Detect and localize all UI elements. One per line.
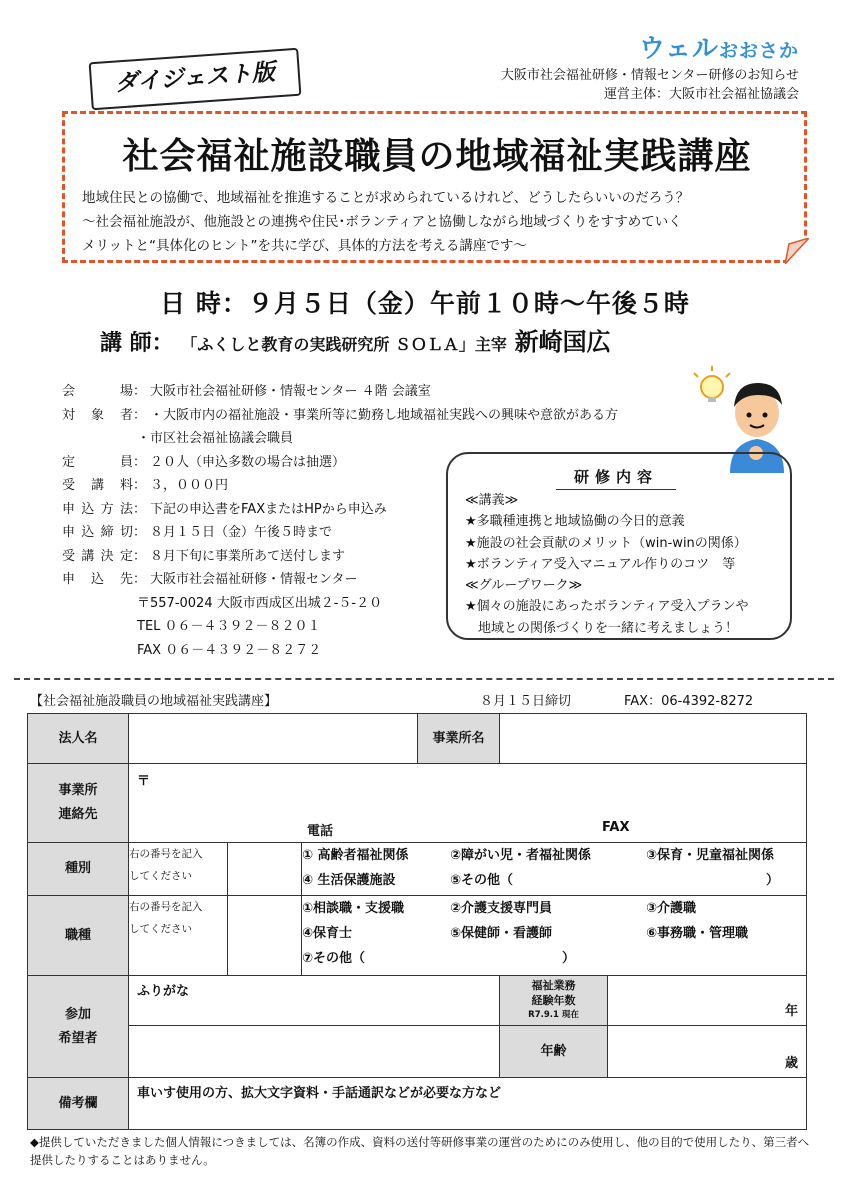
job-options: ①相談職・支援職 ②介護支援専門員 ③介護職 ④保育士 ⑤保健師・看護師 ⑥事務職・管理職 ⑦その他（ ）	[302, 896, 807, 976]
experience-label: 福祉業務 経験年数 R7.9.1 現在	[500, 976, 608, 1026]
organizer-line-2: 運営主体：大阪市社会福祉協議会	[603, 87, 799, 102]
type-label: 種別	[28, 843, 129, 896]
info-value: ３，０００円	[150, 478, 229, 493]
description-line: ～社会福祉施設が、他施設との連携や住民･ボランティアと協働しながら地域づくりをすすめていく	[82, 214, 682, 230]
curriculum-item: ★施設の社会貢献のメリット（win-winの関係）	[465, 535, 747, 551]
organizer-info	[501, 66, 799, 104]
logo-kana: ウェル	[639, 34, 719, 64]
course-description	[82, 186, 802, 258]
info-row-decision: 受講決定 ： ８月下旬に事業所あて送付します	[62, 545, 618, 569]
curriculum-item: ★多職種連携と地域協働の今日的意義	[465, 514, 685, 530]
curriculum-item: ★個々の施設にあったボランティア受入プランや	[465, 599, 749, 615]
info-row-apply: 申込先 ： 大阪市社会福祉研修・情報センター	[62, 568, 618, 592]
logo-hira: おおさか	[718, 40, 799, 62]
job-note: 右の番号を記入 してください	[129, 896, 228, 976]
description-line: メリットと“具体化のヒント”を共に学び、具体的方法を考える講座です～	[82, 238, 527, 254]
job-label: 職種	[28, 896, 129, 976]
participant-label: 参加 希望者	[28, 976, 129, 1078]
application-form	[27, 713, 807, 1130]
furigana-label: ふりがな	[137, 984, 190, 999]
contact-label: 事業所 連絡先	[28, 764, 129, 843]
organizer-line-1: 大阪市社会福祉研修・情報センター研修のお知らせ	[500, 68, 799, 83]
type-note: 右の番号を記入 してください	[129, 843, 228, 896]
description-line: 地域住民との協働で、地域福祉を推進することが求められているけれど、どうしたらいいのだろう？	[82, 190, 690, 206]
experience-field[interactable]	[608, 976, 807, 1026]
info-value: ８月下旬に事業所あて送付します	[150, 548, 346, 564]
curriculum-item: 地域との関係づくりを一緒に考えましょう！	[465, 620, 739, 636]
info-value: 大阪市社会福祉研修・情報センター	[150, 572, 358, 587]
year-unit: 年	[785, 1004, 799, 1019]
info-label: 申込方法	[62, 501, 133, 517]
office-name-field[interactable]	[500, 714, 807, 764]
info-label: 申込締切	[62, 525, 133, 540]
form-deadline: ８月１５日締切	[480, 694, 572, 709]
privacy-notice: ◆提供していただきました個人情報につきましては、名簿の作成、資料の送付等研修事業の運営のためにのみ使用し、他の目的で使用したり、第三者へ提供したりすることはありません。	[30, 1135, 810, 1167]
phone-label: 電話	[307, 824, 334, 839]
welosaka-logo	[639, 28, 799, 65]
lecturer-org: 「ふくしと教育の実践研究所 ＳＯＬＡ」主宰	[181, 335, 507, 354]
info-label: 定員	[62, 454, 133, 470]
info-label: 受講料	[62, 478, 133, 493]
info-label: 対象者	[62, 407, 133, 423]
age-unit: 歳	[785, 1056, 799, 1071]
cut-line	[14, 678, 834, 680]
curriculum-list	[465, 490, 749, 639]
type-options: ① 高齢者福祉関係 ②障がい児・者福祉関係 ③保育・児童福祉関係 ④ 生活保護施設 ⑤その他（ ）	[302, 843, 807, 896]
curriculum-item: ≪グループワーク≫	[465, 578, 583, 594]
digest-tag	[89, 48, 302, 111]
address: 〒557-0024 大阪市西成区出城２-５-２０	[137, 595, 383, 611]
postal-mark: 〒	[137, 774, 151, 789]
remarks-label: 備考欄	[28, 1078, 129, 1130]
info-row-capacity: 定員 ： ２０人（申込多数の場合は抽選）	[62, 451, 618, 475]
age-label: 年齢	[500, 1026, 608, 1078]
info-value: ２０人（申込多数の場合は抽選）	[150, 454, 346, 470]
lecturer	[100, 322, 611, 357]
curriculum-item: ★ボランティア受入マニュアル作りのコツ 等	[465, 556, 736, 572]
lecturer-label: 講 師：	[100, 331, 174, 356]
curriculum-item: ≪講義≫	[465, 493, 519, 508]
info-value: ８月１５日（金）午後５時まで	[150, 525, 333, 540]
form-course-name: 【社会福祉施設職員の地域福祉実践講座】	[30, 694, 278, 709]
lecturer-name: 新崎国広	[514, 328, 611, 356]
remarks-hint: 車いす使用の方、拡大文字資料・手話通訳などが必要な方など	[137, 1086, 502, 1101]
date-time: 日 時：９月５日（金）午前１０時～午後５時	[160, 289, 690, 318]
job-number-field[interactable]	[228, 896, 302, 976]
corp-name-field[interactable]	[129, 714, 418, 764]
type-number-field[interactable]	[228, 843, 302, 896]
info-value: 大阪市社会福祉研修・情報センター ４階 会議室	[150, 384, 431, 399]
age-field[interactable]	[608, 1026, 807, 1078]
curriculum-title: 研修内容	[556, 466, 676, 490]
furigana-field[interactable]	[129, 976, 500, 1026]
contact-field[interactable]	[129, 764, 807, 843]
form-fax: FAX：06-4392-8272	[624, 694, 754, 709]
digest-label: ダイジェスト版	[114, 59, 276, 97]
info-value: ・市区社会福祉協議会職員	[137, 431, 294, 446]
corp-name-label: 法人名	[28, 714, 129, 764]
info-label: 受講決定	[62, 548, 133, 564]
office-name-label: 事業所名	[418, 714, 500, 764]
info-value: ・大阪市内の福祉施設・事業所等に勤務し地域福祉実践への興味や意欲がある方	[150, 407, 619, 423]
info-row-target: 対象者 ： ・大阪市内の福祉施設・事業所等に勤務し地域福祉実践への興味や意欲がある方	[62, 404, 618, 428]
course-title: 社会福祉施設職員の地域福祉実践講座	[122, 136, 752, 177]
fax-label: FAX	[602, 820, 630, 835]
tel-number: TEL ０６－４３９２－８２０１	[137, 619, 321, 634]
info-row-deadline: 申込締切 ： ８月１５日（金）午後５時まで	[62, 521, 618, 545]
remarks-field[interactable]	[129, 1078, 807, 1130]
fax-number: FAX ０６－４３９２－８２７２	[137, 642, 322, 658]
info-row-fee: 受講料 ： ３，０００円	[62, 474, 618, 498]
participant-name-field[interactable]	[129, 1026, 500, 1078]
info-label: 申込先	[62, 572, 133, 587]
info-row-method: 申込方法 ： 下記の申込書をFAXまたはHPから申込み	[62, 498, 618, 522]
info-value: 下記の申込書をFAXまたはHPから申込み	[150, 501, 387, 517]
info-label: 会場	[62, 384, 133, 399]
info-row-venue: 会場 ： 大阪市社会福祉研修・情報センター ４階 会議室	[62, 380, 618, 404]
